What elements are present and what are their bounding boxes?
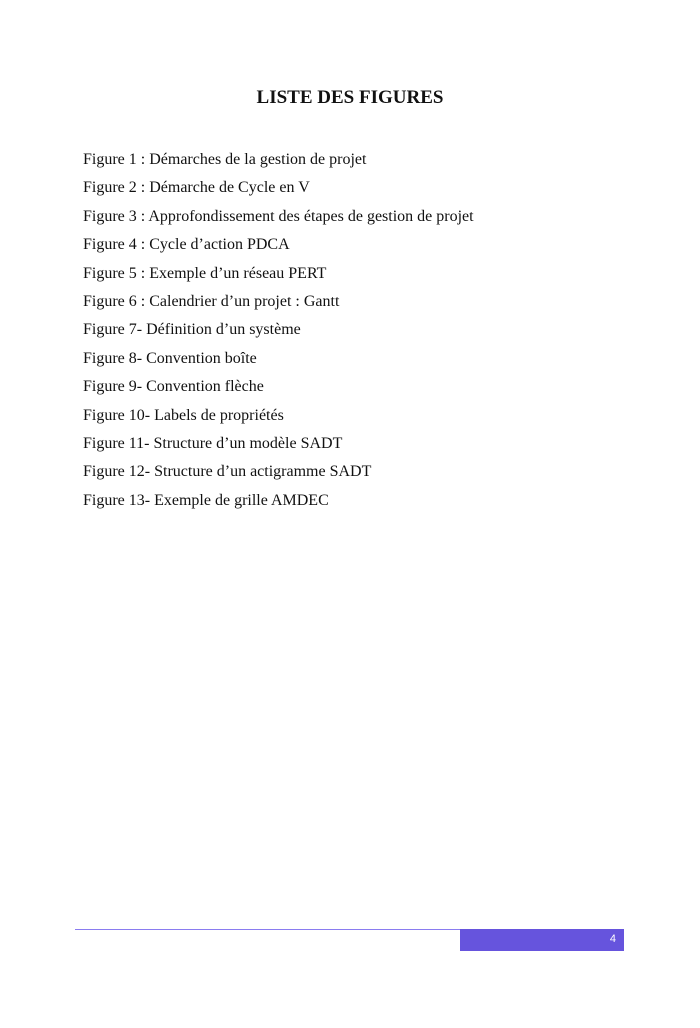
figure-entry: Figure 3 : Approfondissement des étapes de gestion de projet (83, 207, 474, 225)
figure-entry: Figure 13- Exemple de grille AMDEC (83, 491, 329, 509)
figure-entry: Figure 4 : Cycle d’action PDCA (83, 236, 290, 254)
figure-list (83, 150, 474, 519)
page-number: 4 (609, 933, 616, 945)
figure-entry: Figure 12- Structure d’un actigramme SADT (83, 463, 372, 481)
figure-entry: Figure 7- Définition d’un système (83, 321, 301, 339)
figure-entry: Figure 1 : Démarches de la gestion de projet (83, 151, 367, 168)
figure-entry: Figure 11- Structure d’un modèle SADT (83, 434, 343, 452)
figure-entry: Figure 8- Convention boîte (83, 349, 257, 367)
figure-entry: Figure 6 : Calendrier d’un projet : Gantt (83, 292, 340, 310)
figure-entry: Figure 5 : Exemple d’un réseau PERT (83, 264, 327, 282)
page-number-box (460, 929, 624, 951)
figure-entry: Figure 2 : Démarche de Cycle en V (83, 179, 310, 197)
page-title: LISTE DES FIGURES (256, 87, 444, 108)
figure-entry: Figure 10- Labels de propriétés (83, 406, 284, 424)
figure-entry: Figure 9- Convention flèche (83, 378, 264, 396)
footer-rule (75, 929, 460, 930)
